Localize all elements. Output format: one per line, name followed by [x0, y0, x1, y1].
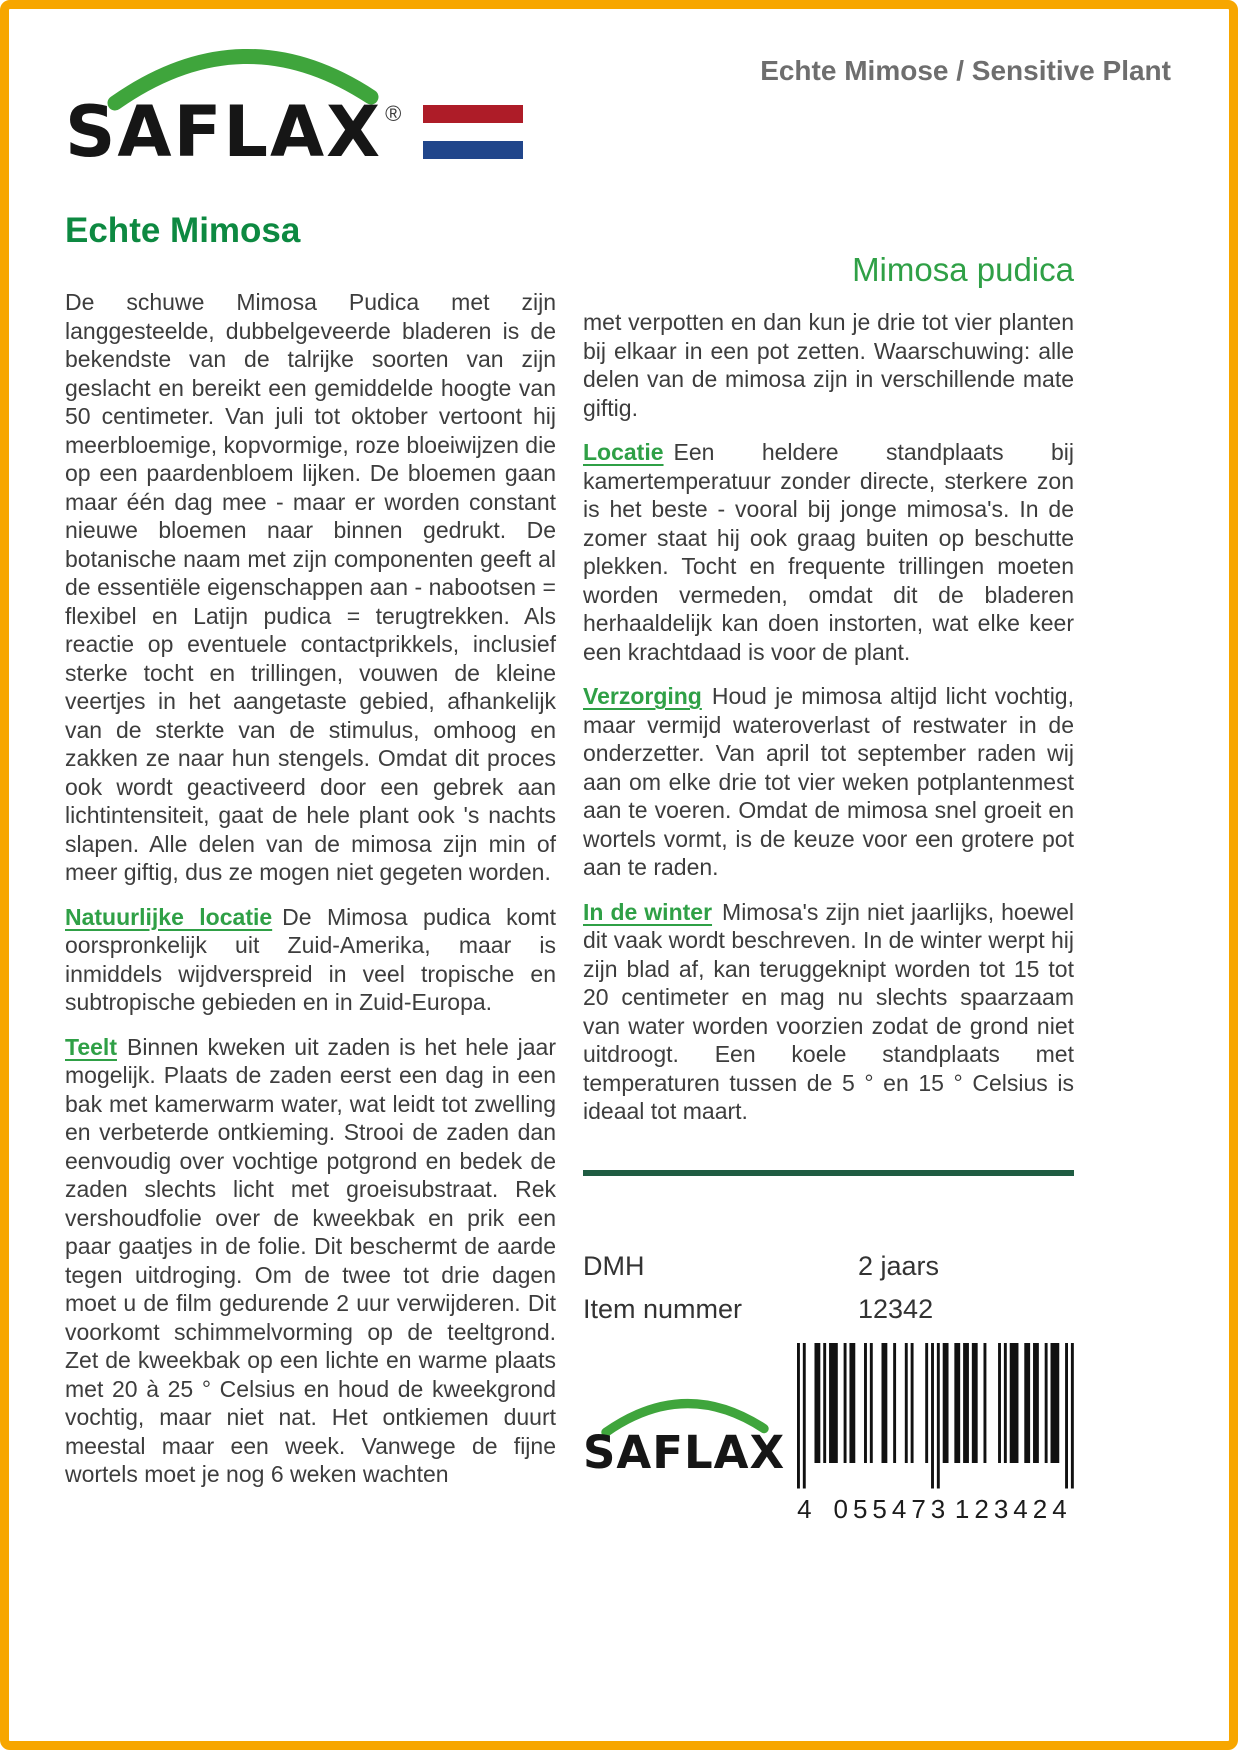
- barcode-digit-group: 055473: [833, 1494, 951, 1524]
- section-in-de-winter: [583, 898, 1074, 1126]
- saflax-logo-small: [583, 1392, 786, 1479]
- section-text: Binnen kweken uit zaden is het hele jaar mogelijk. Plaats de zaden eerst een dag in een bak met kamerwarm water, wat leidt tot zwelling en verbeterde ontkieming. Strooi de zaden dan eenvoudig over vochtige potgrond en bedek de zaden slechts licht met groeisubstraat. Rek vershoudfolie over de kweekbak en prik een paar gaatjes in de folie. Dit beschermt de aarde tegen uitdroging. Om de twee tot drie dagen moet u de film gedurende 2 uur verwijderen. Dit voorkomt schimmelvorming op de teeltgrond. Zet de kweekbak op een lichte en warme plaats met 20 à 25 ° Celsius en houd de kweekgrond vochtig, maar niet nat. Het ontkiemen duurt meestal maar een week. Vanwege de fijne wortels moet je nog 6 weken wachten: [65, 1033, 556, 1487]
- section-text: Een heldere standplaats bij kamertemperatuur zonder directe, sterkere zon is het beste - vooral bij jonge mimosa's. In de zomer staat hij ook graag buiten op beschutte plekken. Tocht en frequente trillingen moeten worden vermeden, omdat dit de bladeren herhaaldelijk kan doen instorten, wat elke keer een krachtdaad is voor de plant.: [583, 439, 1074, 665]
- flag-stripe-red: [423, 105, 523, 123]
- brand-wordmark: SAFLAX: [65, 91, 383, 173]
- barcode-bars-icon: [797, 1343, 1074, 1493]
- section-text: Mimosa's zijn niet jaarlijks, hoewel dit vaak wordt beschreven. In de winter werpt hij zijn blad af, kan teruggeknipt worden tot 15 tot 20 centimeter en mag nu slechts spaarzaam van water worden voorzien zodat de grond niet uitdroogt. Een koele standplaats met temperaturen tussen de 5 ° en 15 ° Celsius is ideaal tot maart.: [583, 898, 1075, 1124]
- flag-stripe-white: [423, 123, 523, 141]
- section-heading: In de winter: [583, 898, 713, 925]
- brand-wordmark: SAFLAX: [583, 1425, 786, 1479]
- product-subtitle: Echte Mimose / Sensitive Plant: [760, 55, 1171, 86]
- section-heading: Verzorging: [583, 683, 702, 709]
- latin-name-title: Mimosa pudica: [852, 251, 1074, 288]
- intro-paragraph: De schuwe Mimosa Pudica met zijn langgesteelde, dubbelgeveerde bladeren is de bekendste van de talrijke soorten van zijn geslacht en bereikt een gemiddelde hoogte van 50 centimeter. Van juli tot oktober vertoont hij meerbloemige, kopvormige, roze bloeiwijzen die op een paardenbloem lijken. De bloemen gaan maar één dag mee - maar er worden constant nieuwe bloemen naar binnen gedrukt. De botanische naam met zijn componenten geeft al de essentiële eigenschappen aan - nabootsen = flexibel en Latijn pudica = terugtrekken. Als reactie op eventuele contactprikkels, inclusief sterke tocht en trillingen, vouwen de kleine veertjes in het aangetaste gebied, afhankelijk van de sterkte van de stimulus, omhoog en zakken ze naar hun stengels. Omdat dit proces ook wordt geactiveerd door een gebrek aan lichtintensiteit, gaat de hele plant ook 's nachts slapen. Alle delen van de mimosa zijn min of meer giftig, dus ze mogen niet gegeten worden.: [65, 289, 556, 885]
- saflax-logo: [65, 39, 523, 173]
- section-natuurlijke-locatie: [65, 903, 556, 1017]
- header: [65, 39, 1171, 173]
- registered-trademark: ®: [385, 101, 402, 126]
- flag-stripe-blue: [423, 141, 523, 159]
- barcode-digit-group: 123424: [954, 1494, 1072, 1524]
- barcode-digit-group: 4: [797, 1494, 812, 1524]
- section-divider: [583, 1170, 1074, 1176]
- meta-label-item-number: Item nummer: [583, 1294, 743, 1325]
- section-heading: Teelt: [65, 1033, 117, 1060]
- section-heading: Locatie: [583, 439, 664, 465]
- meta-value-item-number: 12342: [858, 1294, 934, 1325]
- footer-row: [583, 1343, 1074, 1524]
- barcode-digits: [797, 1495, 1074, 1524]
- left-column: [65, 177, 556, 1524]
- section-text: De Mimosa pudica komt oorspronkelijk uit Zuid-Amerika, maar is inmiddels wijdverspreid in veel tropische en subtropische gebieden en in Zuid-Europa.: [65, 903, 557, 1015]
- right-column: [583, 177, 1074, 1524]
- plant-title: Echte Mimosa: [65, 211, 301, 250]
- section-locatie: [583, 438, 1074, 666]
- meta-value-dmh: 2 jaars: [858, 1250, 940, 1281]
- section-text: Houd je mimosa altijd licht vochtig, maar vermijd wateroverlast of restwater in de onderzetter. Van april tot september raden wij aan om elke drie tot vier weken potplantenmest aan te voeren. Omdat de mimosa snel groeit en wortels vormt, is de keuze voor een grotere pot aan te raden.: [583, 683, 1074, 880]
- section-teelt: [65, 1033, 556, 1489]
- content-columns: [65, 177, 1171, 1524]
- continuation-paragraph: met verpotten en dan kun je drie tot vier planten bij elkaar in een pot zetten. Waarschuwing: alle delen van de mimosa zijn in verschillende mate giftig.: [583, 309, 1074, 421]
- section-verzorging: [583, 682, 1074, 882]
- section-heading: Natuurlijke locatie: [65, 903, 273, 930]
- product-meta: [583, 1250, 1074, 1328]
- barcode: [797, 1343, 1074, 1524]
- meta-label-dmh: DMH: [583, 1250, 645, 1281]
- netherlands-flag-icon: [423, 105, 523, 160]
